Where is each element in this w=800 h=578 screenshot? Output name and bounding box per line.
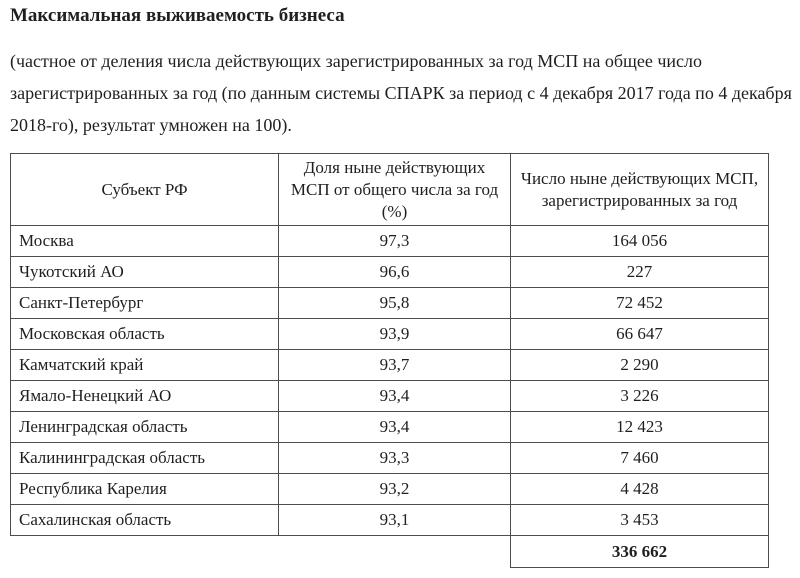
region-cell: Сахалинская область	[11, 505, 279, 536]
table-row	[11, 257, 769, 288]
region-cell: Москва	[11, 226, 279, 257]
total-row-empty-share	[279, 536, 511, 568]
count-cell: 66 647	[511, 319, 769, 350]
total-count-value: 336 662	[511, 536, 769, 568]
region-cell: Чукотский АО	[11, 257, 279, 288]
share-cell: 93,2	[279, 474, 511, 505]
table-row	[11, 350, 769, 381]
count-cell: 3 453	[511, 505, 769, 536]
table-row	[11, 412, 769, 443]
count-cell: 3 226	[511, 381, 769, 412]
table-row	[11, 288, 769, 319]
table-body	[11, 226, 769, 536]
count-cell: 7 460	[511, 443, 769, 474]
table-row	[11, 474, 769, 505]
table-row	[11, 505, 769, 536]
count-cell: 2 290	[511, 350, 769, 381]
count-cell: 164 056	[511, 226, 769, 257]
column-header-region: Субъект РФ	[11, 154, 279, 226]
column-header-share: Доля ныне действующих МСП от общего числа за год (%)	[279, 154, 511, 226]
region-cell: Санкт-Петербург	[11, 288, 279, 319]
share-cell: 93,4	[279, 412, 511, 443]
count-cell: 4 428	[511, 474, 769, 505]
count-cell: 12 423	[511, 412, 769, 443]
region-cell: Республика Карелия	[11, 474, 279, 505]
count-cell: 227	[511, 257, 769, 288]
page-title: Максимальная выживаемость бизнеса	[10, 5, 345, 26]
share-cell: 93,4	[279, 381, 511, 412]
share-cell: 95,8	[279, 288, 511, 319]
region-cell: Калининградская область	[11, 443, 279, 474]
region-cell: Московская область	[11, 319, 279, 350]
region-cell: Ямало-Ненецкий АО	[11, 381, 279, 412]
share-cell: 96,6	[279, 257, 511, 288]
survival-table	[10, 153, 769, 568]
region-cell: Ленинградская область	[11, 412, 279, 443]
table-header-row	[11, 154, 769, 226]
total-row	[11, 536, 769, 568]
table-row	[11, 443, 769, 474]
region-cell: Камчатский край	[11, 350, 279, 381]
table-row	[11, 226, 769, 257]
column-header-count: Число ныне действующих МСП, зарегистрированных за год	[511, 154, 769, 226]
share-cell: 93,9	[279, 319, 511, 350]
table-row	[11, 381, 769, 412]
share-cell: 93,1	[279, 505, 511, 536]
table-row	[11, 319, 769, 350]
count-cell: 72 452	[511, 288, 769, 319]
description-paragraph: (частное от деления числа действующих зарегистрированных за год МСП на общее число зарегистрированных за год (по данным системы СПАРК за период с 4 декабря 2017 года по 4 декабря 2018-го), результат умножен на 100).	[10, 51, 792, 135]
share-cell: 97,3	[279, 226, 511, 257]
share-cell: 93,7	[279, 350, 511, 381]
share-cell: 93,3	[279, 443, 511, 474]
total-row-empty-region	[11, 536, 279, 568]
